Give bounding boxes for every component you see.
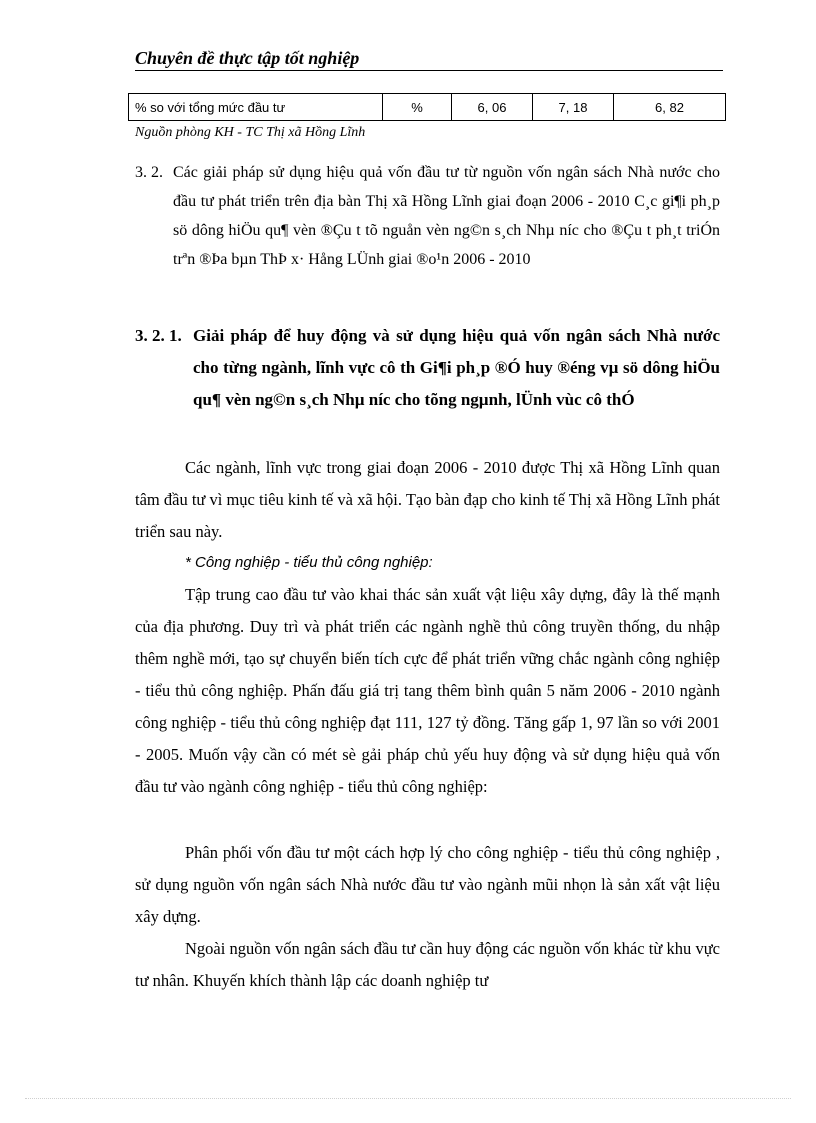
- paragraph-text: Phân phối vốn đầu tư một cách hợp lý cho công nghiệp - tiểu thủ công nghiệp , sử dụng nguồn vốn ngân sách Nhà nước đầu tư vào ngành mũi nhọn là sản xất vật liệu xây dựng.: [135, 843, 720, 926]
- row-value-1: 6, 06: [452, 94, 533, 121]
- row-unit: %: [383, 94, 452, 121]
- paragraph-text: Ngoài nguồn vốn ngân sách đầu tư cần huy động các nguồn vốn khác từ khu vực tư nhân. Khuyến khích thành lập các doanh nghiệp tư: [135, 939, 720, 990]
- table-row: [129, 94, 726, 121]
- section-title: Các giải pháp sử dụng hiệu quả vốn đầu tư từ nguồn vốn ngân sách Nhà nước cho đầu tư phát triển trên địa bàn Thị xã Hồng Lĩnh giai đoạn 2006 - 2010 C¸c gi¶i ph¸p sö dông hiÖu qu¶ vèn ®Çu t tõ nguån vèn ng©n s¸ch Nhµ níc cho ®Çu t ph¸t triÓn trªn ®Þa bµn ThÞ x· Hång LÜnh giai ®o¹n 2006 - 2010: [173, 164, 720, 268]
- section-3-2-heading: [135, 158, 720, 274]
- paragraph-text: Các ngành, lĩnh vực trong giai đoạn 2006 - 2010 được Thị xã Hồng Lĩnh quan tâm đầu tư vì mục tiêu kinh tế và xã hội. Tạo bàn đạp cho kinh tế Thị xã Hồng Lĩnh phát triển sau này.: [135, 458, 720, 541]
- page-header: Chuyên đề thực tập tốt nghiệp: [135, 48, 723, 71]
- row-value-3: 6, 82: [614, 94, 726, 121]
- section-3-2-1-heading: [135, 320, 720, 416]
- subheading-industry: [135, 547, 720, 579]
- paragraph-private-capital: [135, 933, 720, 997]
- paragraph-intro: [135, 452, 720, 548]
- row-value-2: 7, 18: [533, 94, 614, 121]
- section-title: Giải pháp để huy động và sử dụng hiệu quả vốn ngân sách Nhà nước cho từng ngành, lĩnh vực cô th Gi¶i ph¸p ®Ó huy ®éng vµ sö dông hiÖu qu¶ vèn ng©n s¸ch Nhµ níc cho tõng ngµnh, lÜnh vùc cô thÓ: [193, 326, 720, 409]
- paragraph-capital-allocation: [135, 837, 720, 933]
- section-number: 3. 2. 1.: [135, 326, 182, 345]
- page-bottom-divider: [25, 1098, 791, 1099]
- paragraph-industry-focus: [135, 579, 720, 803]
- table-source-note: Nguồn phòng KH - TC Thị xã Hồng Lĩnh: [135, 125, 366, 140]
- section-number: 3. 2.: [135, 164, 163, 181]
- paragraph-text: Tập trung cao đầu tư vào khai thác sản xuất vật liệu xây dựng, đây là thế mạnh của địa phương. Duy trì và phát triển các ngành nghề thủ công truyền thống, du nhập thêm nghề mới, tạo sự chuyển biến tích cực để phát triển vững chắc ngành công nghiệp - tiểu thủ công nghiệp. Phấn đấu giá trị tang thêm bình quân 5 năm 2006 - 2010 ngành công nghiệp - tiểu thủ công nghiệp đạt 111, 127 tỷ đồng. Tăng gấp 1, 97 lần so với 2001 - 2005. Muốn vậy cần có mét sè gải pháp chủ yếu huy động và sử dụng hiệu quả vốn đầu tư vào ngành công nghiệp - tiểu thủ công nghiệp:: [135, 585, 720, 796]
- summary-table: [128, 93, 726, 121]
- row-label: % so với tổng mức đầu tư: [129, 94, 383, 121]
- subheading-text: * Công nghiệp - tiểu thủ công nghiệp:: [185, 554, 433, 571]
